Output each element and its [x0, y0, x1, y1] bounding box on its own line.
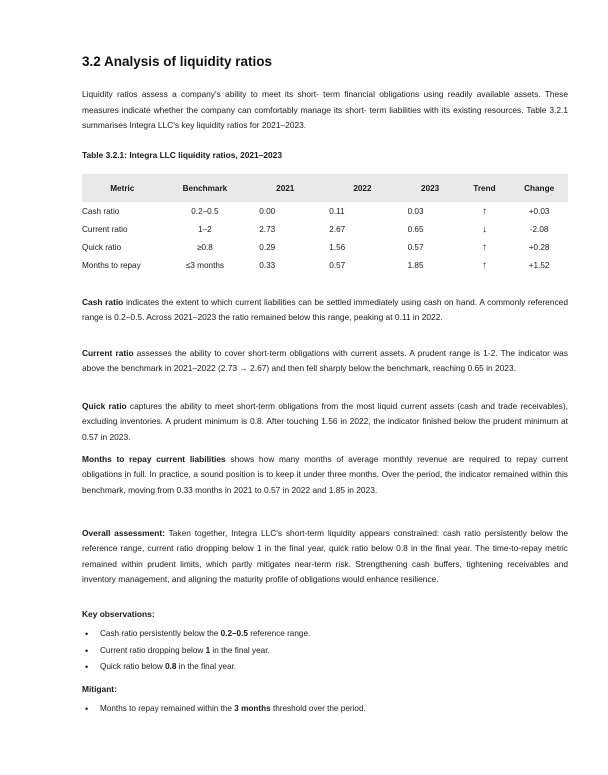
cell-2021: 2.73 — [259, 224, 276, 234]
list-item-bold: 0.8 — [165, 662, 177, 671]
list-item-text: Current ratio dropping below — [100, 645, 206, 655]
header-2023: 2023 — [421, 183, 440, 193]
cell-metric: Current ratio — [82, 224, 128, 234]
cash-ratio-lead: Cash ratio — [82, 297, 124, 307]
list-item — [82, 701, 366, 718]
overall-assessment-text: Taken together, Integra LLC's short-term liquidity appears constrained: cash ratio persistently below the reference range, current ratio dropping below 1 in the final year, quick ratio below 0.8 in the final year. The time-to-repay metric remained within prudent limits, which partly mitigates near-term risk. Strengthening cash buffers, tightening receivables and inventory management, and aligning the maturity profile of obligations would enhance resilience. — [82, 528, 568, 585]
list-item-text: Cash ratio persistently below the — [100, 629, 221, 638]
list-item — [82, 626, 310, 643]
cash-ratio-text: indicates the extent to which current liabilities can be settled immediately using cash on hand. A commonly referenced range is 0.2–0.5. Across 2021–2023 the ratio remained below this range, peaking at 0.11 in 2022. — [82, 297, 568, 323]
overall-assessment-paragraph — [82, 526, 568, 588]
liquidity-ratios-table — [82, 174, 568, 274]
overall-assessment-lead: Overall assessment: — [82, 528, 165, 538]
table-row — [82, 238, 568, 256]
cell-metric: Months to repay — [82, 260, 141, 270]
list-item-text: reference range. — [247, 629, 311, 638]
intro-paragraph: Liquidity ratios assess a company's ability to meet its short- term financial obligations using readily available assets. These measures indicate whether the company can comfortably manage its short- term liabilities with its existing resources. Table 3.2.1 summarises Integra LLC's key liquidity ratios for 2021–2023. — [82, 89, 568, 131]
section-heading: 3.2 Analysis of liquidity ratios — [82, 54, 273, 69]
trend-down-arrow-icon: ↓ — [481, 223, 487, 235]
cell-metric: Cash ratio — [82, 206, 120, 216]
cell-benchmark: ≥0.8 — [196, 242, 213, 252]
cell-2022: 0.57 — [329, 260, 346, 270]
current-ratio-text: assesses the ability to cover short-term obligations with current assets. A prudent range is 1-2. The indicator was above the benchmark in 2021–2022 (2.73 → 2.67) and then fell sharply below the benchmark, reaching 0.65 in 2023. — [82, 348, 568, 374]
cell-benchmark: 1–2 — [198, 224, 212, 234]
cell-2022: 0.11 — [329, 206, 345, 216]
list-item-bold: 3 months — [234, 704, 271, 713]
months-to-repay-text: shows how many months of average monthly revenue are required to repay current obligations in full. In practice, a sound position is to keep it under three months. Over the period, the indicator remained within this benchmark, moving from 0.33 months in 2021 to 0.57 in 2022 and 1.85 in 2023. — [82, 454, 568, 495]
mitigant-heading: Mitigant: — [82, 684, 117, 694]
header-trend: Trend — [473, 183, 496, 193]
current-ratio-lead: Current ratio — [82, 348, 134, 358]
quick-ratio-text: captures the ability to meet short-term obligations from the most liquid current assets (cash and trade receivables), excluding inventories. A prudent minimum is 0.8. After touching 1.56 in 2022, the indicator finished below the prudent minimum at 0.57 in 2023. — [82, 401, 568, 442]
cell-benchmark: ≤3 months — [185, 260, 224, 270]
quick-ratio-lead: Quick ratio — [82, 401, 127, 411]
table-row — [82, 220, 568, 238]
cell-2023: 0.65 — [407, 224, 424, 234]
list-item-bold: 1 — [205, 645, 211, 655]
cell-2023: 1.85 — [407, 260, 424, 270]
cell-2023: 0.57 — [407, 242, 424, 252]
table-row — [82, 256, 568, 274]
cell-benchmark: 0.2–0.5 — [191, 206, 219, 216]
cell-2021: 0.00 — [259, 206, 276, 216]
months-to-repay-lead: Months to repay current liabilities — [82, 454, 226, 464]
header-2021: 2021 — [276, 183, 295, 193]
list-item-text: in the final year. — [176, 662, 237, 671]
table-header-row — [82, 174, 568, 202]
quick-ratio-paragraph — [82, 399, 568, 445]
trend-up-arrow-icon: ↑ — [481, 259, 487, 271]
trend-up-arrow-icon: ↑ — [481, 205, 487, 217]
cell-2022: 2.67 — [329, 224, 346, 234]
trend-up-arrow-icon: ↑ — [481, 241, 487, 253]
key-observations-heading: Key observations: — [82, 609, 155, 619]
cash-ratio-paragraph — [82, 295, 568, 326]
cell-2021: 0.29 — [259, 242, 276, 252]
table-caption: Table 3.2.1: Integra LLC liquidity ratios, 2021–2023 — [82, 150, 282, 160]
header-benchmark: Benchmark — [182, 183, 228, 193]
list-item-text: in the final year. — [210, 645, 270, 655]
list-item — [82, 643, 310, 660]
mitigant-list — [82, 701, 366, 718]
list-item-bold: 0.2–0.5 — [220, 629, 248, 638]
current-ratio-paragraph — [82, 346, 568, 377]
cell-change: +1.52 — [528, 260, 550, 270]
header-metric: Metric — [110, 183, 135, 193]
list-item-text: threshold over the period. — [270, 704, 366, 713]
header-change: Change — [524, 183, 555, 193]
cell-2023: 0.03 — [407, 206, 424, 216]
cell-change: +0.28 — [528, 242, 550, 252]
cell-change: -2.08 — [529, 224, 549, 234]
list-item — [82, 659, 310, 676]
list-item-text: Months to repay remained within the — [100, 704, 235, 713]
cell-change: +0.03 — [528, 206, 550, 216]
table-row — [82, 202, 568, 220]
header-2022: 2022 — [353, 183, 372, 193]
cell-2021: 0.33 — [259, 260, 276, 270]
list-item-text: Quick ratio below — [100, 662, 166, 671]
cell-metric: Quick ratio — [82, 242, 122, 252]
months-to-repay-paragraph — [82, 452, 568, 498]
cell-2022: 1.56 — [329, 242, 346, 252]
key-observations-list — [82, 626, 310, 676]
